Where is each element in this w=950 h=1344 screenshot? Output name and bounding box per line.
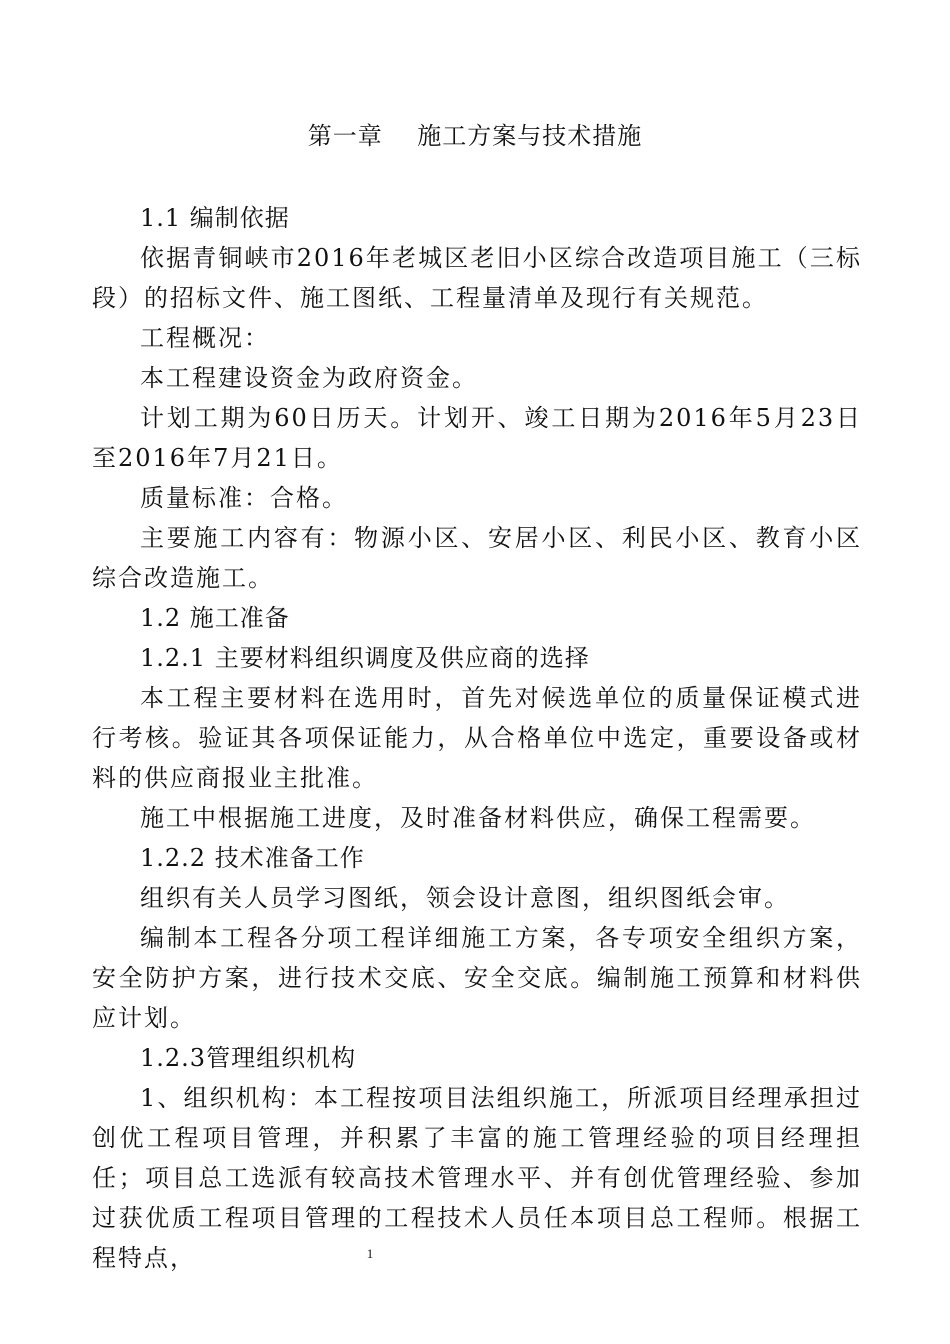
section-heading-1-2-3: 1.2.3管理组织机构 xyxy=(140,1044,357,1072)
paragraph-quality: 质量标准：合格。 xyxy=(140,484,348,512)
paragraph-materials-selection: 本工程主要材料在选用时，首先对候选单位的质量保证模式进行考核。验证其各项保证能力，从合格单位中选定，重要设备或材料的供应商报业主批准。 xyxy=(92,684,862,792)
paragraph-overview-label: 工程概况： xyxy=(140,324,270,352)
paragraph-organization: 1、组织机构：本工程按项目法组织施工，所派项目经理承担过创优工程项目管理，并积累了丰富的施工管理经验的项目经理担任；项目总工选派有较高技术管理水平、并有创优管理经验、参加过获优质工程项目管理的工程技术人员任本项目总工程师。根据工程特点， xyxy=(92,1084,862,1272)
page-number: 1 xyxy=(366,1246,374,1261)
section-heading-1-2-2: 1.2.2 技术准备工作 xyxy=(140,844,365,872)
paragraph-drawings: 组织有关人员学习图纸，领会设计意图，组织图纸会审。 xyxy=(140,884,790,912)
document-body xyxy=(92,198,862,1278)
section-heading-1-2-1: 1.2.1 主要材料组织调度及供应商的选择 xyxy=(140,644,590,672)
section-heading-1-2: 1.2 施工准备 xyxy=(140,604,290,632)
paragraph-plans: 编制本工程各分项工程详细施工方案，各专项安全组织方案，安全防护方案，进行技术交底、安全交底。编制施工预算和材料供应计划。 xyxy=(92,924,862,1032)
paragraph-schedule: 计划工期为60日历天。计划开、竣工日期为2016年5月23日至2016年7月21日。 xyxy=(92,404,862,472)
section-heading-1-1: 1.1 编制依据 xyxy=(140,204,290,232)
paragraph-scope: 主要施工内容有：物源小区、安居小区、利民小区、教育小区综合改造施工。 xyxy=(92,524,862,592)
chapter-title: 第一章 施工方案与技术措施 xyxy=(307,122,643,150)
paragraph-materials-supply: 施工中根据施工进度，及时准备材料供应，确保工程需要。 xyxy=(140,804,816,832)
paragraph-funding: 本工程建设资金为政府资金。 xyxy=(140,364,478,392)
paragraph-basis: 依据青铜峡市2016年老城区老旧小区综合改造项目施工（三标段）的招标文件、施工图纸、工程量清单及现行有关规范。 xyxy=(92,244,862,312)
